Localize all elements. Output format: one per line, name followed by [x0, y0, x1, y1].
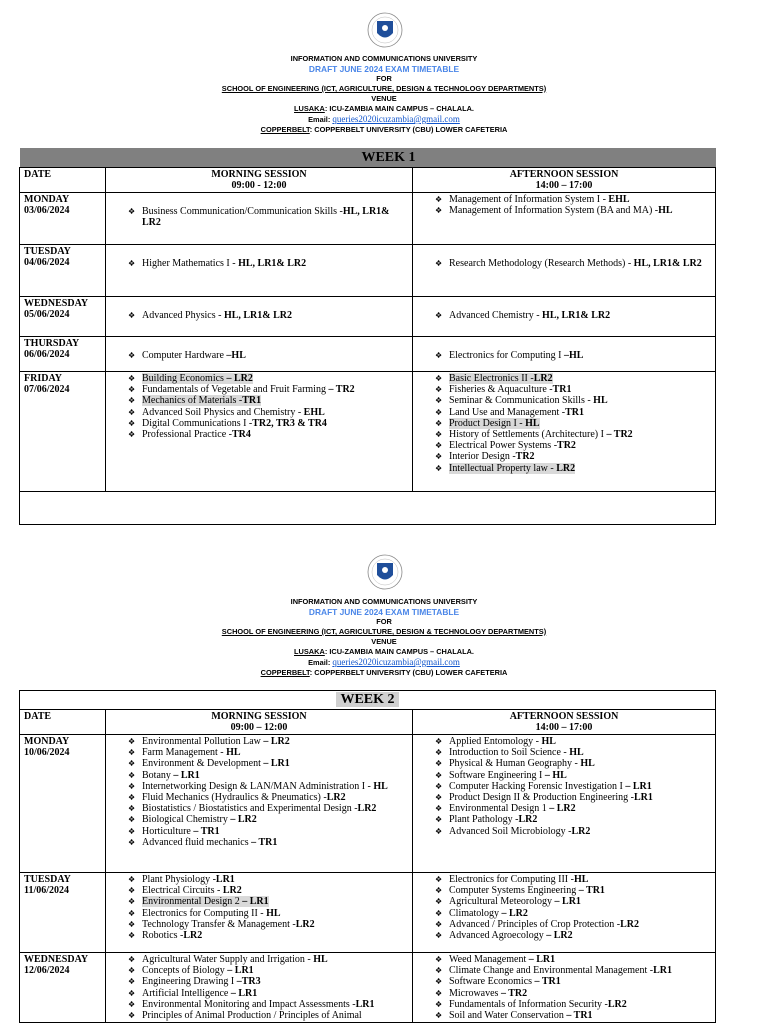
university-logo-icon [367, 6, 403, 54]
day-row [20, 873, 716, 953]
exam-item: ❖ Electronics for Computing II - HL [128, 908, 408, 919]
exam-item: ❖ Software Economics – TR1 [435, 976, 711, 987]
exam-item: ❖ Environmental Monitoring and Impact Assessments -LR1 [128, 999, 408, 1010]
exam-item: ❖ Research Methodology (Research Methods) - HL, LR1& LR2 [435, 258, 711, 269]
day-row [20, 735, 716, 873]
exam-item: ❖ Concepts of Biology – LR1 [128, 965, 408, 976]
university-logo-icon [367, 548, 403, 596]
exam-item: ❖ Management of Information System I - EHL [435, 194, 711, 205]
morning-exam-list [110, 350, 408, 361]
date-cell [20, 953, 106, 1023]
exam-item: ❖ Botany – LR1 [128, 770, 408, 781]
morning-session-cell [106, 953, 413, 1023]
date-cell [20, 193, 106, 245]
exam-item: ❖ Robotics -LR2 [128, 930, 408, 941]
afternoon-column-header: AFTERNOON SESSION 14:00 – 17:00 [413, 168, 716, 193]
university-name: INFORMATION AND COMMUNICATIONS UNIVERSITY [290, 54, 478, 63]
column-header-row [20, 168, 716, 193]
exam-item: ❖ Farm Management - HL [128, 747, 408, 758]
exam-item: ❖ Weed Management – LR1 [435, 954, 711, 965]
morning-session-cell [106, 193, 413, 245]
date-cell [20, 735, 106, 873]
for-label: FOR [376, 74, 392, 83]
exam-item: ❖ Technology Transfer & Management -LR2 [128, 919, 408, 930]
date-cell [20, 297, 106, 337]
exam-item: ❖ Biostatistics / Biostatistics and Experimental Design -LR2 [128, 803, 408, 814]
exam-date: 11/06/2024 [24, 885, 70, 896]
exam-item: ❖ Principles of Animal Production / Principles of Animal [128, 1010, 408, 1021]
morning-session-cell [106, 873, 413, 953]
exam-item: ❖ Mechanics of Materials -TR1 [128, 395, 408, 406]
exam-date: 03/06/2024 [24, 205, 70, 216]
exam-item: ❖ Electronics for Computing III -HL [435, 874, 711, 885]
morning-exam-list [110, 874, 408, 941]
exam-item: ❖ Advanced Physics - HL, LR1& LR2 [128, 310, 408, 321]
exam-item: ❖ Advanced Agroecology – LR2 [435, 930, 711, 941]
exam-item: ❖ Soil and Water Conservation – TR1 [435, 1010, 711, 1021]
timetable-title: DRAFT JUNE 2024 EXAM TIMETABLE [308, 64, 460, 74]
week1-table [19, 148, 716, 525]
exam-item: ❖ Advanced / Principles of Crop Protection -LR2 [435, 919, 711, 930]
exam-item: ❖ Advanced fluid mechanics – TR1 [128, 837, 408, 848]
exam-item: ❖ Intellectual Property law - LR2 [435, 463, 711, 474]
exam-item: ❖ Plant Pathology -LR2 [435, 814, 711, 825]
exam-item: ❖ Biological Chemistry – LR2 [128, 814, 408, 825]
empty-row [20, 492, 716, 525]
exam-item: ❖ Basic Electronics II -LR2 [435, 373, 711, 384]
exam-item: ❖ Electrical Circuits - LR2 [128, 885, 408, 896]
day-name: TUESDAY [24, 246, 71, 257]
exam-item: ❖ Higher Mathematics I - HL, LR1& LR2 [128, 258, 408, 269]
university-name: INFORMATION AND COMMUNICATIONS UNIVERSITY [290, 597, 478, 606]
afternoon-session-cell [413, 297, 716, 337]
week1-header: WEEK 1 [20, 148, 716, 168]
morning-session-cell [106, 372, 413, 492]
afternoon-session-cell [413, 245, 716, 297]
exam-item: ❖ Digital Communications I -TR2, TR3 & TR4 [128, 418, 408, 429]
afternoon-column-header: AFTERNOON SESSION 14:00 – 17:00 [413, 710, 716, 735]
exam-item: ❖ Internetworking Design & LAN/MAN Administration I - HL [128, 781, 408, 792]
exam-item: ❖ Product Design I - HL [435, 418, 711, 429]
exam-item: ❖ Agricultural Meteorology – LR1 [435, 896, 711, 907]
email-link[interactable]: queries2020icuzambia@gmail.com [332, 657, 460, 667]
date-column-header: DATE [20, 168, 106, 193]
exam-item: ❖ Microwaves – TR2 [435, 988, 711, 999]
exam-item: ❖ Environmental Design 1 – LR2 [435, 803, 711, 814]
afternoon-exam-list [417, 350, 711, 361]
exam-item: ❖ Management of Information System (BA and MA) -HL [435, 205, 711, 216]
morning-exam-list [110, 373, 408, 440]
afternoon-exam-list [417, 736, 711, 837]
school-name: SCHOOL OF ENGINEERING (ICT, AGRICULTURE, DESIGN & TECHNOLOGY DEPARTMENTS) [221, 84, 547, 93]
date-column-header: DATE [20, 710, 106, 735]
morning-session-cell [106, 337, 413, 372]
week2-header: WEEK 2 [20, 691, 716, 710]
venue-label: VENUE [371, 637, 397, 646]
exam-item: ❖ Interior Design -TR2 [435, 451, 711, 462]
day-row [20, 245, 716, 297]
email-link[interactable]: queries2020icuzambia@gmail.com [332, 114, 460, 124]
exam-item: ❖ Advanced Soil Microbiology -LR2 [435, 826, 711, 837]
exam-item: ❖ Fundamentals of Information Security -LR2 [435, 999, 711, 1010]
exam-item: ❖ Software Engineering I – HL [435, 770, 711, 781]
venue-label: VENUE [371, 94, 397, 103]
morning-exam-list [110, 736, 408, 848]
day-name: THURSDAY [24, 338, 80, 349]
day-row [20, 297, 716, 337]
day-name: MONDAY [24, 194, 70, 205]
header-week2 [0, 597, 768, 678]
exam-item: ❖ Computer Hardware –HL [128, 350, 408, 361]
exam-item: ❖ Seminar & Communication Skills - HL [435, 395, 711, 406]
morning-exam-list [110, 258, 408, 269]
exam-item: ❖ Land Use and Management -TR1 [435, 407, 711, 418]
exam-item: ❖ Product Design II & Production Engineering -LR1 [435, 792, 711, 803]
copperbelt-venue: COPPERBELT: COPPERBELT UNIVERSITY (CBU) LOWER CAFETERIA [260, 668, 508, 677]
exam-item: ❖ Fundamentals of Vegetable and Fruit Farming – TR2 [128, 384, 408, 395]
email-line: Email: queries2020icuzambia@gmail.com [308, 114, 460, 124]
morning-column-header: MORNING SESSION 09:00 – 12:00 [106, 710, 413, 735]
date-cell [20, 372, 106, 492]
exam-item: ❖ Electrical Power Systems -TR2 [435, 440, 711, 451]
lusaka-venue: LUSAKA: ICU-ZAMBIA MAIN CAMPUS – CHALALA. [294, 104, 474, 113]
exam-item: ❖ Fisheries & Aquaculture -TR1 [435, 384, 711, 395]
morning-session-cell [106, 735, 413, 873]
afternoon-exam-list [417, 874, 711, 941]
day-row [20, 372, 716, 492]
timetable-title: DRAFT JUNE 2024 EXAM TIMETABLE [308, 607, 460, 617]
exam-date: 10/06/2024 [24, 747, 70, 758]
exam-date: 06/06/2024 [24, 349, 70, 360]
morning-session-cell [106, 297, 413, 337]
exam-item: ❖ Climatology – LR2 [435, 908, 711, 919]
day-name: MONDAY [24, 736, 70, 747]
morning-exam-list [110, 206, 408, 228]
exam-item: ❖ Plant Physiology -LR1 [128, 874, 408, 885]
day-row [20, 953, 716, 1023]
exam-date: 05/06/2024 [24, 309, 70, 320]
email-line: Email: queries2020icuzambia@gmail.com [308, 657, 460, 667]
exam-item: ❖ Agricultural Water Supply and Irrigation - HL [128, 954, 408, 965]
exam-item: ❖ History of Settlements (Architecture) I – TR2 [435, 429, 711, 440]
date-cell [20, 337, 106, 372]
exam-item: ❖ Horticulture – TR1 [128, 826, 408, 837]
morning-exam-list [110, 310, 408, 321]
exam-item: ❖ Environment & Development – LR1 [128, 758, 408, 769]
day-name: FRIDAY [24, 373, 62, 384]
afternoon-exam-list [417, 373, 711, 474]
afternoon-exam-list [417, 258, 711, 269]
exam-item: ❖ Introduction to Soil Science - HL [435, 747, 711, 758]
exam-item: ❖ Applied Entomology - HL [435, 736, 711, 747]
morning-exam-list [110, 954, 408, 1021]
afternoon-session-cell [413, 953, 716, 1023]
exam-item: ❖ Advanced Soil Physics and Chemistry - EHL [128, 407, 408, 418]
exam-item: ❖ Artificial Intelligence – LR1 [128, 988, 408, 999]
exam-item: ❖ Fluid Mechanics (Hydraulics & Pneumatics) -LR2 [128, 792, 408, 803]
morning-column-header: MORNING SESSION 09:00 - 12:00 [106, 168, 413, 193]
exam-date: 07/06/2024 [24, 384, 70, 395]
afternoon-exam-list [417, 194, 711, 216]
afternoon-exam-list [417, 310, 711, 321]
day-name: WEDNESDAY [24, 298, 89, 309]
afternoon-session-cell [413, 372, 716, 492]
exam-item: ❖ Computer Systems Engineering – TR1 [435, 885, 711, 896]
morning-session-cell [106, 245, 413, 297]
exam-item: ❖ Advanced Chemistry - HL, LR1& LR2 [435, 310, 711, 321]
header-week1 [0, 54, 768, 135]
day-name: WEDNESDAY [24, 954, 89, 965]
exam-item: ❖ Computer Hacking Forensic Investigation I – LR1 [435, 781, 711, 792]
date-cell [20, 245, 106, 297]
day-row [20, 337, 716, 372]
exam-item: ❖ Building Economics – LR2 [128, 373, 408, 384]
exam-item: ❖ Business Communication/Communication Skills -HL, LR1& LR2 [128, 206, 408, 228]
afternoon-session-cell [413, 735, 716, 873]
afternoon-exam-list [417, 954, 711, 1021]
exam-item: ❖ Professional Practice -TR4 [128, 429, 408, 440]
school-name: SCHOOL OF ENGINEERING (ICT, AGRICULTURE, DESIGN & TECHNOLOGY DEPARTMENTS) [221, 627, 547, 636]
exam-item: ❖ Climate Change and Environmental Management -LR1 [435, 965, 711, 976]
day-name: TUESDAY [24, 874, 71, 885]
afternoon-session-cell [413, 337, 716, 372]
exam-item: ❖ Environmental Pollution Law – LR2 [128, 736, 408, 747]
exam-date: 04/06/2024 [24, 257, 70, 268]
day-row [20, 193, 716, 245]
copperbelt-venue: COPPERBELT: COPPERBELT UNIVERSITY (CBU) LOWER CAFETERIA [260, 125, 508, 134]
afternoon-session-cell [413, 873, 716, 953]
exam-item: ❖ Electronics for Computing I –HL [435, 350, 711, 361]
column-header-row [20, 710, 716, 735]
for-label: FOR [376, 617, 392, 626]
exam-item: ❖ Engineering Drawing I –TR3 [128, 976, 408, 987]
afternoon-session-cell [413, 193, 716, 245]
date-cell [20, 873, 106, 953]
exam-item: ❖ Physical & Human Geography - HL [435, 758, 711, 769]
exam-item: ❖ Environmental Design 2 – LR1 [128, 896, 408, 907]
lusaka-venue: LUSAKA: ICU-ZAMBIA MAIN CAMPUS – CHALALA. [294, 647, 474, 656]
week2-table [19, 690, 716, 1023]
exam-date: 12/06/2024 [24, 965, 70, 976]
